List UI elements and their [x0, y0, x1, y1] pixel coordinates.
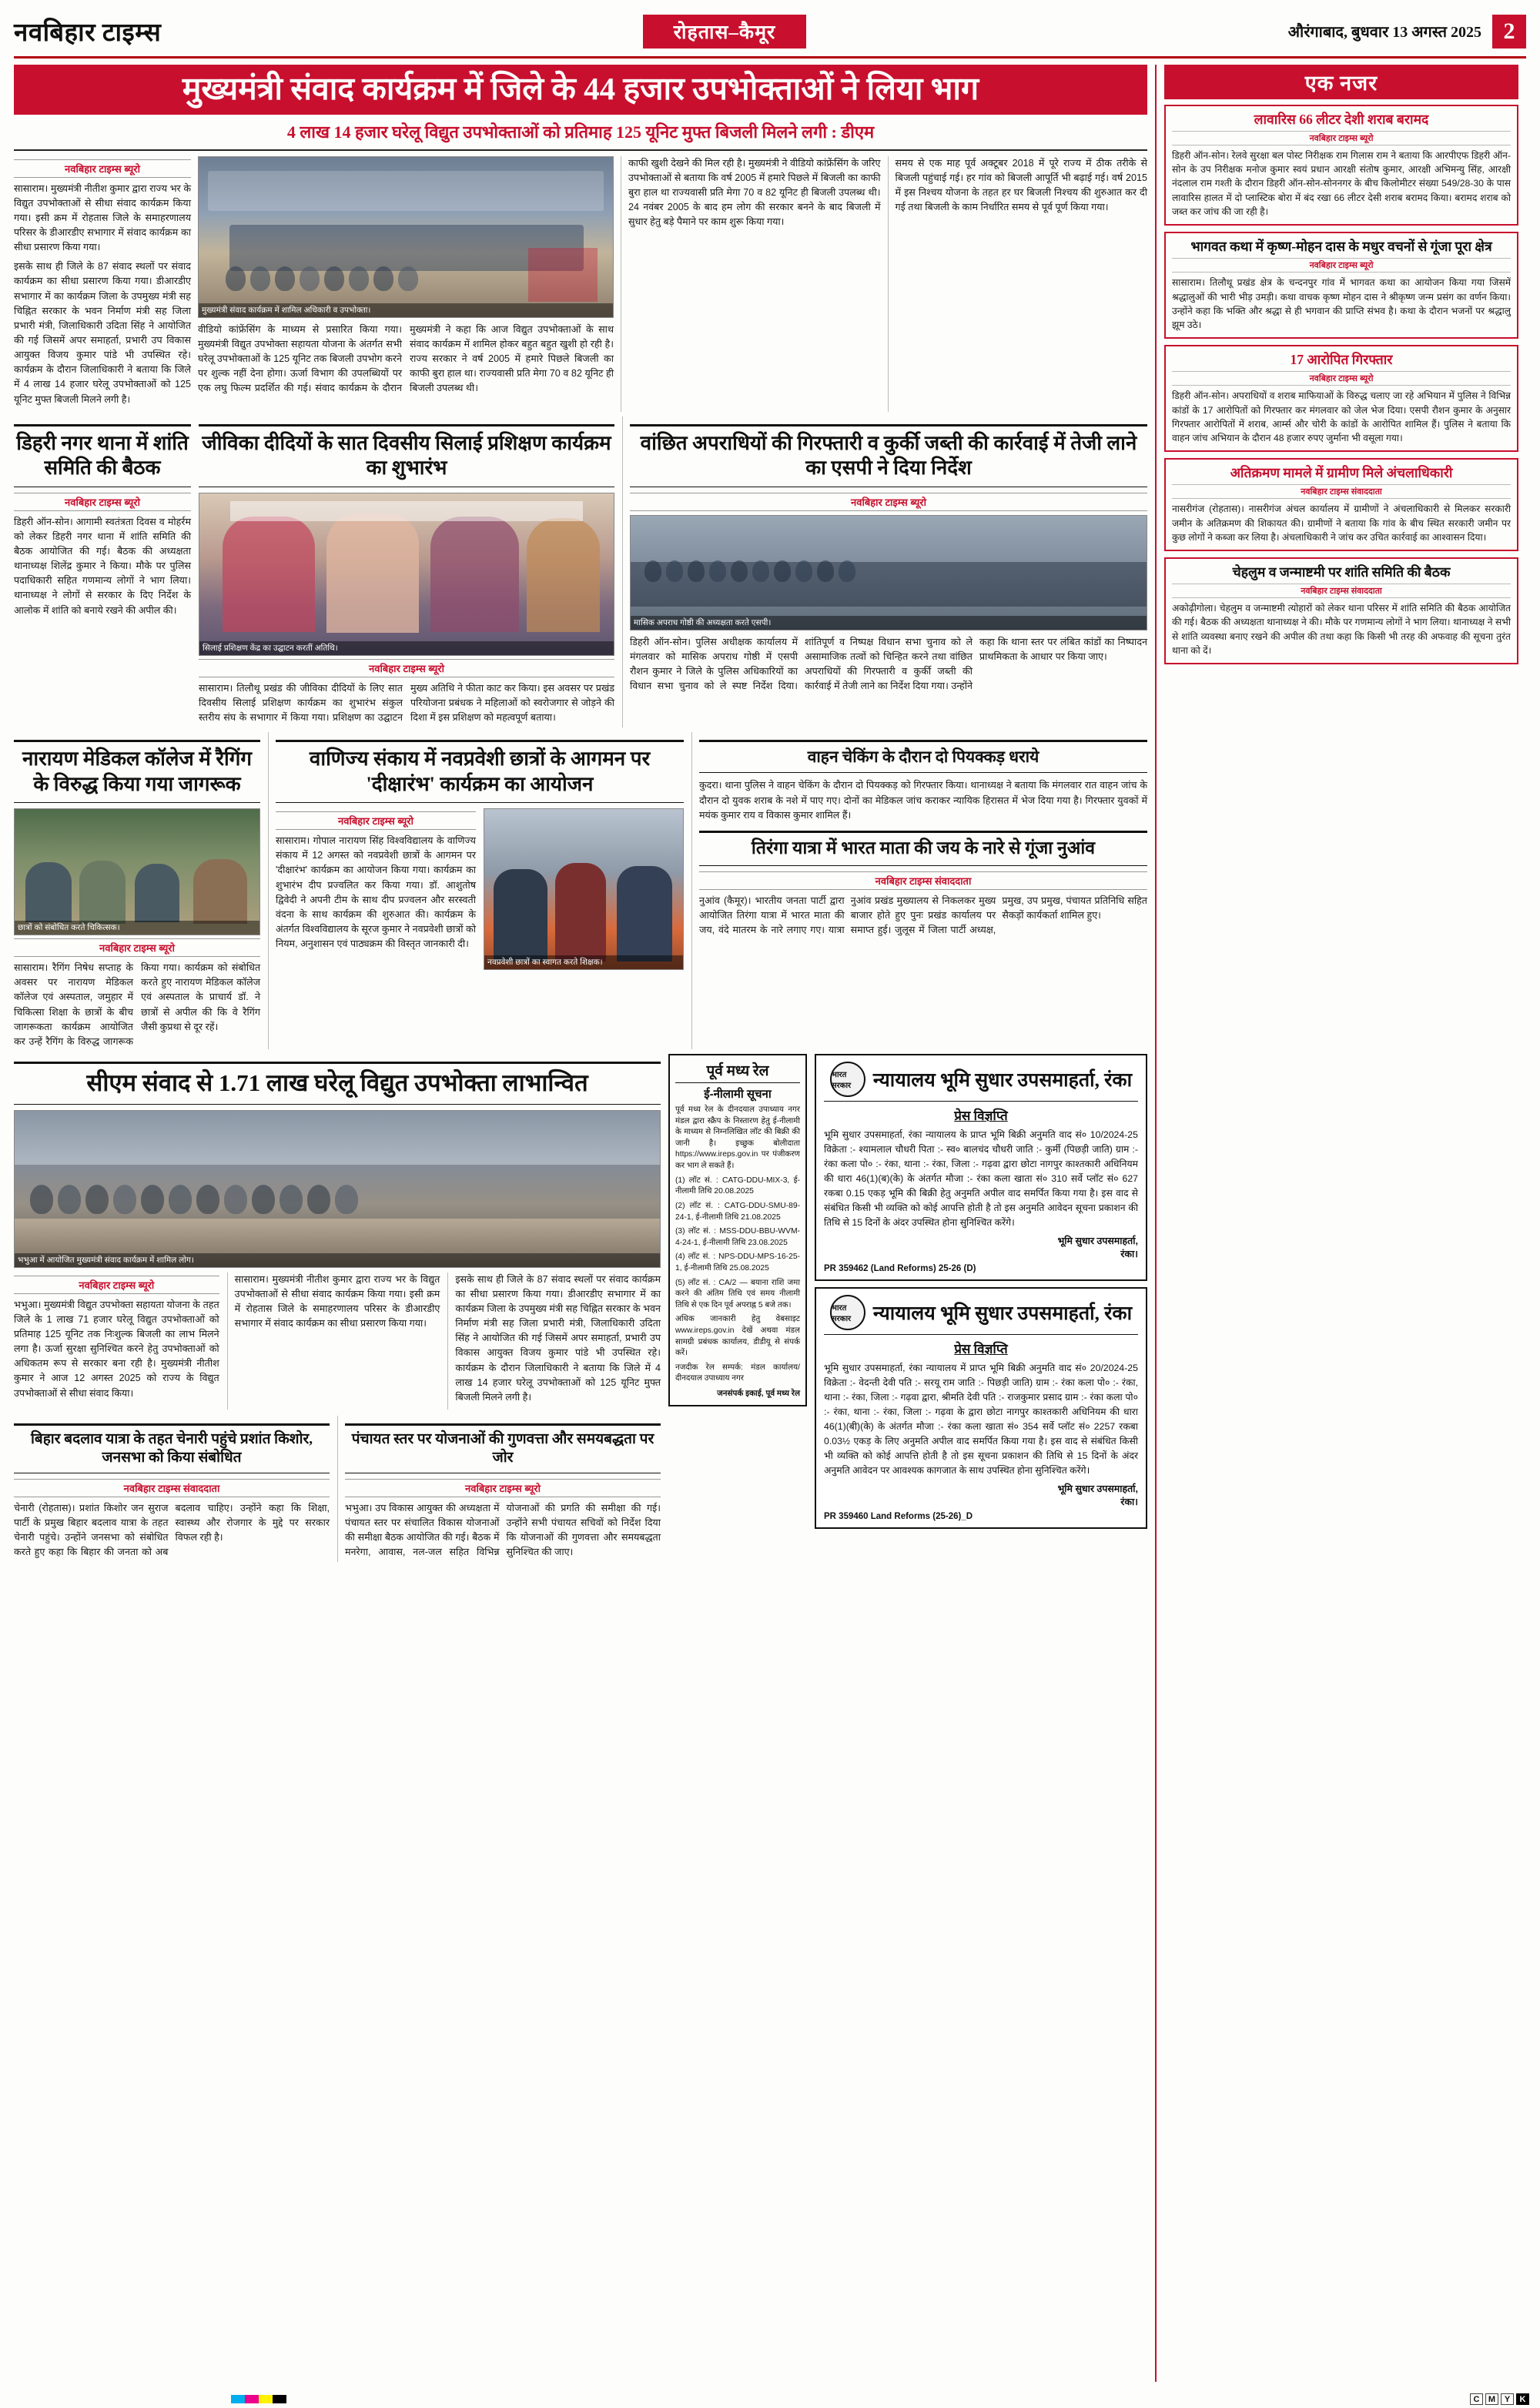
ragging-text: सासाराम। रैगिंग निषेध सप्ताह के अवसर पर नारायण मेडिकल कॉलेज एवं अस्पताल, जमुहार में चिकित्सा शिक्षा के छात्रों के बीच जागरूकता कार्यक्रम आयोजित कर उन्हें रैगिंग के विरुद्ध जागरूक किया गया। कार्यक्रम को संबोधित करते हुए नारायण मेडिकल कॉलेज एवं अस्पताल के प्राचार्य डॉ. ने छात्रों से अपील की कि वे रैगिंग जैसी कुप्रथा से दूर रहें। — [14, 962, 260, 1047]
commerce-photo-caption: नवप्रवेशी छात्रों का स्वागत करते शिक्षक। — [484, 955, 683, 969]
lead-story — [14, 65, 1147, 412]
rail-ad-line-5: (5) लॉट सं. : CA/2 — बयाना राशि जमा करने की अंतिम तिथि एवं समय नीलामी तिथि से एक दिन पूर्व अपराह्न 5 बजे तक। — [675, 1278, 800, 1309]
land-ad-2-body: भूमि सुधार उपसमाहर्ता, रंका न्यायालय में प्राप्त भूमि बिक्री अनुमति वाद सं० 20/2024-25 विक्रेता :- वेदन्ती देवी पति :- सरयू राम जाति :- पिछड़ी जाति) ग्राम :- रंका कला पो० :- रंका, थाना :- रंका, जिला :- गढ़वा द्वारा, श्रीमति देवी पति :- राजकुमार प्रसाद ग्राम :- रंका कला पो० :- रंका, थाना :- रंका, जिला :- गढ़वा के द्वारा छोटा नागपुर काश्तकारी अधिनियम की धारा 46(1)(बी)(के) के अंतर्गत मौजा :- रंका कला खाता सं० 354 सर्वे प्लॉट सं० 2257 रकबा 0.03½ एकड़ के लिए अनुमति अपील वाद समर्पित किया गया है। इस वाद से संबंधित किसी भी व्यक्ति को कोई आपत्ति होती है तो इस सूचना प्रकाशन की तिथि से 15 दिनों के अंदर अनुमति आवेदन पर आवश्यक कागजात के साथ उपस्थित होना सुनिश्चित करेंगे। — [824, 1363, 1138, 1477]
story-sp — [622, 416, 1147, 727]
rail-item-0 — [1164, 105, 1518, 226]
jeevika-text: सासाराम। तिलौथू प्रखंड की जीविका दीदियों के लिए सात दिवसीय सिलाई प्रशिक्षण कार्यक्रम का शुभारंभ संकुल स्तरीय संघ के सभागार में किया गया। प्रशिक्षण का उद्घाटन मुख्य अतिथि ने फीता काट कर किया। इस अवसर पर प्रखंड परियोजना प्रबंधक ने महिलाओं को स्वरोजगार से जोड़ने की दिशा में इस प्रशिक्षण को महत्वपूर्ण बताया। — [199, 682, 614, 724]
story-panchayat — [337, 1416, 661, 1562]
vahan-headline: वाहन चेकिंग के दौरान दो पियक्कड़ धराये — [699, 740, 1147, 773]
lead-byline: नवबिहार टाइम्स ब्यूरो — [14, 159, 191, 178]
paper-name: नवबिहार टाइम्स — [14, 19, 162, 47]
lead-col-4 — [888, 156, 1148, 412]
rail-item-2-head: 17 आरोपित गिरफ्तार — [1290, 352, 1393, 368]
rail-item-4-head: चेहलुम व जन्माष्टमी पर शांति समिति की बैठक — [1232, 564, 1451, 580]
panchayat-byline: नवबिहार टाइम्स ब्यूरो — [345, 1479, 661, 1497]
ragging-headline: नारायण मेडिकल कॉलेज में रैगिंग के विरुद्ध किया गया जागरूक — [14, 740, 260, 803]
dehri-shanti-headline: डिहरी नगर थाना में शांति समिति की बैठक — [14, 424, 191, 487]
rail-ad-line-2: (2) लॉट सं. : CATG-DDU-SMU-89-24-1, ई-नीलामी तिथि 21.08.2025 — [675, 1201, 800, 1222]
lead-subheadline: 4 लाख 14 हजार घरेलू विद्युत उपभोक्ताओं को प्रतिमाह 125 यूनिट मुफ्त बिजली मिलने लगी : डीएम — [14, 115, 1147, 151]
cmyk-marks — [1470, 2393, 1529, 2405]
commerce-photo — [484, 808, 684, 970]
land-ad-2-subtitle: प्रेस विज्ञप्ति — [954, 1342, 1008, 1357]
land-ad-2-title: न्यायालय भूमि सुधार उपसमाहर्ता, रंका — [872, 1303, 1133, 1325]
cm171-photo-caption: भभुआ में आयोजित मुख्यमंत्री संवाद कार्यक्रम में शामिल लोग। — [15, 1253, 660, 1267]
commerce-photo-col — [484, 808, 684, 970]
lead-text-4: समय से एक माह पूर्व अक्टूबर 2018 में पूरे राज्य में ठीक तरीके से बिजली पहुंचाई गई। हर गांव को बिजली आपूर्ति भी बढ़ाई गई। वर्ष 2015 में इस निश्चय योजना के तहत हर घर बिजली निश्चय की शुरुआत कर दी गई तथा बिजली के काम निर्धारित समय से पूर्व पूर्ण किया गया। — [895, 157, 1147, 213]
chenari-headline: बिहार बदलाव यात्रा के तहत चेनारी पहुंचे प्रशांत किशोर, जनसभा को किया संबोधित — [14, 1423, 330, 1473]
cm171-text-2: सासाराम। मुख्यमंत्री नीतीश कुमार द्वारा राज्य भर के विद्युत उपभोक्ताओं से सीधा संवाद कार्यक्रम किया गया। इसी क्रम में रोहतास जिले के समाहरणालय परिसर के डीआरडीए सभागार में संवाद कार्यक्रम का सीधा प्रसारण किया गया। — [234, 1273, 440, 1329]
emblem-icon: भारत सरकार — [830, 1062, 865, 1097]
rail-item-2-byline: नवबिहार टाइम्स ब्यूरो — [1172, 371, 1511, 386]
jeevika-headline: जीविका दीदियों के सात दिवसीय सिलाई प्रशिक्षण कार्यक्रम का शुभारंभ — [199, 424, 614, 487]
edition-label: रोहतास–कैमूर — [643, 15, 806, 48]
lead-text-2: वीडियो कांफ्रेंसिंग के माध्यम से प्रसारित किया गया। मुख्यमंत्री विद्युत उपभोक्ता सहायता योजना के अंतर्गत सभी घरेलू उपभोक्ताओं के 125 यूनिट तक बिजली उपभोग करने पर शुल्क नहीं देना होगा। ऊर्जा विभाग की उपलब्धियों पर एक लघु फिल्म प्रदर्शित की गई। संवाद कार्यक्रम के दौरान मुख्यमंत्री ने कहा कि आज विद्युत उपभोक्ताओं के साथ संवाद कार्यक्रम में शामिल होकर बहुत बहुत खुशी हो रही है। राज्य सरकार ने वर्ष 2005 में हमारे पिछले बिजली का काफी बुरा हाल था। राज्यवासी प्रति मेगा 70 व 82 यूनिट ही बिजली उपलब्ध थी। — [198, 323, 614, 394]
rail-ad-line-7: नजदीक रेल सम्पर्क: मंडल कार्यालय/दीनदयाल उपाध्याय नगर — [675, 1363, 800, 1383]
cm171-col2 — [227, 1273, 440, 1410]
rail-item-0-text: डिहरी ऑन-सोन। रेलवे सुरक्षा बल पोस्ट निरीक्षक राम गिलास राम ने बताया कि आरपीएफ डिहरी ऑन-सोन के उप निरीक्षक मनोज कुमार स्वयं प्रधान आरक्षी संतोष कुमार, आरक्षी अभिमन्यु सिंह, आरक्षी नंदलाल राम गश्ती के दौरान डिहरी ऑन-सोन-सोननगर के बीच किलोमीटर संख्या 549/28-30 के पास लावारिस हालत में दो प्लास्टिक बोरा में बंद रखा 66 लीटर देसी शराब बरामद किया। बरामद शराब को जब्त कर जांच की जा रही है। — [1172, 149, 1511, 218]
rail-title: एक नजर — [1164, 65, 1518, 99]
rail-item-1 — [1164, 232, 1518, 339]
cm171-photo — [14, 1110, 661, 1268]
ek-nazar-rail — [1155, 65, 1518, 2382]
story-ragging — [14, 732, 260, 1049]
page-number: 2 — [1492, 15, 1526, 48]
rail-item-1-byline: नवबिहार टाइम्स ब्यूरो — [1172, 258, 1511, 273]
land-ad-1-sign: भूमि सुधार उपसमाहर्ता, रंका। — [1057, 1236, 1138, 1260]
rail-ad-subtitle: ई-नीलामी सूचना — [704, 1088, 772, 1102]
rail-ad-line-4: (4) लॉट सं. : NPS-DDU-MPS-16-25-1, ई-नीलामी तिथि 25.08.2025 — [675, 1252, 800, 1273]
lead-photo — [198, 156, 614, 318]
commerce-text: सासाराम। गोपाल नारायण सिंह विश्वविद्यालय के वाणिज्य संकाय में 12 अगस्त को नवप्रवेशी छात्रों के आगमन पर 'दीक्षारंभ' कार्यक्रम का आयोजन किया गया। कार्यक्रम का शुभारंभ दीप प्रज्वलित कर किया गया। डॉ. आशुतोष द्विवेदी ने अपनी टीम के साथ दीप प्रज्वलन और सरस्वती वंदना के साथ कार्यक्रम की शुरुआत की। कार्यक्रम के अंतर्गत विश्वविद्यालय के सूरज कुमार ने नवप्रवेशी छात्रों को नियम, अनुशासन एवं पाठ्यक्रम की विस्तृत जानकारी दी। — [276, 835, 476, 950]
panchayat-text: भभुआ। उप विकास आयुक्त की अध्यक्षता में पंचायत स्तर पर संचालित विकास योजनाओं की समीक्षा बैठक आयोजित की गई। बैठक में मनरेगा, आवास, नल-जल सहित विभिन्न योजनाओं की प्रगति की समीक्षा की गई। उन्होंने सभी पंचायत सचिवों को निर्देश दिया कि योजनाओं की गुणवत्ता और समयबद्धता सुनिश्चित की जाए। — [345, 1502, 661, 1557]
jeevika-photo-caption: सिलाई प्रशिक्षण केंद्र का उद्घाटन करतीं अतिथि। — [199, 641, 614, 655]
lead-text-3: काफी खुशी देखने की मिल रही है। मुख्यमंत्री ने वीडियो कांफ्रेंसिंग के जरिए उपभोक्ताओं से बताया कि वर्ष 2005 में हमारे पिछले में बिजली का काफी बुरा हाल था राज्यवासी प्रति मेगा 70 व 82 यूनिट ही बिजली उपलब्ध थी। 24 नवंबर 2005 के बाद हम लोग की सरकार बनने के बाद बिजली में सुधार हेतु बड़े पैमाने पर काम शुरू किया गया। — [628, 157, 881, 228]
rail-item-3 — [1164, 458, 1518, 551]
story-jeevika — [199, 416, 614, 727]
masthead-right — [1288, 15, 1526, 48]
story-chenari — [14, 1416, 330, 1562]
cm171-byline: नवबिहार टाइम्स ब्यूरो — [14, 1276, 219, 1294]
vahan-text: कुदरा। थाना पुलिस ने वाहन चेकिंग के दौरान दो पियक्कड़ को गिरफ्तार किया। थानाध्यक्ष ने बताया कि मंगलवार रात वाहन जांच के दौरान दो युवक शराब के नशे में पाए गए। दोनों का मेडिकल जांच कराकर न्यायिक हिरासत में भेज दिया गया है। गिरफ्तार युवकों में मयंक कुमार राय व विकास कुमार शामिल हैं। — [699, 780, 1147, 821]
rail-item-0-byline: नवबिहार टाइम्स ब्यूरो — [1172, 131, 1511, 145]
land-ad-2 — [815, 1287, 1147, 1529]
land-ad-1-ref: PR 359462 (Land Reforms) 25-26 (D) — [824, 1264, 976, 1274]
row3-right — [691, 732, 1147, 1049]
rail-item-3-head: अतिक्रमण मामले में ग्रामीण मिले अंचलाधिकारी — [1230, 465, 1453, 481]
rail-item-3-text: नासरीगंज (रोहतास)। नासरीगंज अंचल कार्यालय में ग्रामीणों ने अंचलाधिकारी से मिलकर सरकारी जमीन के अतिक्रमण की शिकायत की। ग्रामीणों ने बताया कि गांव के बीच स्थित सरकारी जमीन पर कुछ लोगों ने कब्जा कर लिया है। अंचलाधिकारी ने जांच कर उचित कार्रवाई का आश्वासन दिया। — [1172, 503, 1511, 543]
row-2 — [14, 416, 1147, 727]
land-ad-2-ref: PR 359460 Land Reforms (25-26)_D — [824, 1512, 973, 1522]
cmyk-c: C — [1470, 2393, 1483, 2405]
sp-photo — [630, 515, 1147, 630]
flag-headline: तिरंगा यात्रा में भारत माता की जय के नारे से गूंजा नुआंव — [699, 831, 1147, 866]
flag-text: नुआंव (कैमूर)। भारतीय जनता पार्टी द्वारा आयोजित तिरंगा यात्रा में भारत माता की जय, वंदे मातरम के नारे लगाए गए। यात्रा नुआंव प्रखंड मुख्यालय से निकलकर मुख्य बाजार होते हुए पुनः प्रखंड कार्यालय पर समाप्त हुई। जुलूस में जिला पार्टी अध्यक्ष, प्रमुख, उप प्रमुख, पंचायत प्रतिनिधि सहित सैकड़ों कार्यकर्ता शामिल हुए। — [699, 895, 1147, 935]
jeevika-byline: नवबिहार टाइम्स ब्यूरो — [199, 659, 614, 677]
registration-colorbar — [231, 2395, 286, 2403]
rail-eauction-ad — [668, 1054, 807, 1562]
rail-item-2-text: डिहरी ऑन-सोन। अपराधियों व शराब माफियाओं के विरुद्ध चलाए जा रहे अभियान में पुलिस ने विभिन्न कांडों के 17 आरोपितों को गिरफ्तार कर मंगलवार को जेल भेज दिया। एसपी रौशन कुमार के अनुसार गिरफ्तार आरोपितों में शराब, आर्म्स और चोरी के कांडों के आरोपित शामिल हैं। पुलिस ने बताया कि वाहन जांच अभियान के दौरान 48 हजार रुपए जुर्माना भी वसूला गया। — [1172, 390, 1511, 444]
main-content — [14, 65, 1147, 2382]
lead-col-1 — [14, 156, 191, 412]
rail-ad-line-1: (1) लॉट सं. : CATG-DDU-MIX-3, ई-नीलामी तिथि 20.08.2025 — [675, 1176, 800, 1196]
dehri-shanti-text: डिहरी ऑन-सोन। आगामी स्वतंत्रता दिवस व मोहर्रम को लेकर डिहरी नगर थाना में शांति समिति की बैठक आयोजित की गई। बैठक की अध्यक्षता थानाध्यक्ष शिलेंद्र कुमार ने किया। मौके पर पुलिस पदाधिकारी सहित गणमान्य लोगों ने भाग लिया। थानाध्यक्ष ने लोगों से सरकार के दिए निर्देश के आलोक में शांति को बनाये रखने की अपील की। — [14, 516, 191, 616]
panchayat-headline: पंचायत स्तर पर योजनाओं की गुणवत्ता और समयबद्धता पर जोर — [345, 1423, 661, 1473]
lead-col-3 — [621, 156, 881, 412]
cm171-text-3: इसके साथ ही जिले के 87 संवाद स्थलों पर संवाद कार्यक्रम का सीधा प्रसारण किया गया। डीआरडीए सभागार में का कार्यक्रम जिला के उपमुख्य मंत्री सह चिह्नित सरकार के भवन निर्माण मंत्री सह जिला प्रभारी मंत्री, जिलाधिकारी उदिता सिंह ने आयोजित की गई जिसमें अपर समाहर्ता, प्रभारी उप विकास आयुक्त विजय कुमार पांडे भी उपस्थित रहे। कार्यक्रम के दौरान जिलाधिकारी ने बताया कि जिले में 4 लाख 14 हजार घरेलू उपभोक्ताओं को 125 यूनिट मुफ्त बिजली मिलने लगी है। — [455, 1273, 661, 1403]
cm171-headline: सीएम संवाद से 1.71 लाख घरेलू विद्युत उपभोक्ता लाभान्वित — [14, 1062, 661, 1105]
cm171-col3 — [447, 1273, 661, 1410]
commerce-byline: नवबिहार टाइम्स ब्यूरो — [276, 811, 476, 830]
rail-ad-footer: जनसंपर्क इकाई, पूर्व मध्य रेल — [717, 1390, 800, 1399]
lead-photo-caption: मुख्यमंत्री संवाद कार्यक्रम में शामिल अधिकारी व उपभोक्ता। — [199, 303, 613, 317]
ragging-photo-caption: छात्रों को संबोधित करते चिकित्सक। — [15, 921, 259, 935]
sp-photo-caption: मासिक अपराध गोष्ठी की अध्यक्षता करते एसपी। — [631, 616, 1147, 630]
rail-item-2 — [1164, 345, 1518, 452]
jeevika-photo — [199, 493, 614, 656]
story-commerce — [268, 732, 684, 1049]
cm171-text: भभुआ। मुख्यमंत्री विद्युत उपभोक्ता सहायता योजना के तहत जिले के 1 लाख 71 हजार घरेलू विद्युत उपभोक्ताओं को प्रतिमाह 125 यूनिट तक निःशुल्क बिजली का लाभ मिलने लगा है। ऊर्जा सुरक्षा सुनिश्चित करने हेतु उपभोक्ताओं को अधिकतम रूप से सरकार बना रही है। मुख्यमंत्री नीतीश कुमार ने आज 12 अगस्त 2025 को राज्य के विद्युत उपभोक्ताओं से सीधा संवाद किया। — [14, 1299, 219, 1399]
land-ad-1-title: न्यायालय भूमि सुधार उपसमाहर्ता, रंका — [872, 1070, 1133, 1092]
flag-byline: नवबिहार टाइम्स संवाददाता — [699, 871, 1147, 890]
lead-text-1: सासाराम। मुख्यमंत्री नीतीश कुमार द्वारा राज्य भर के विद्युत उपभोक्ताओं से सीधा संवाद कार्यक्रम किया गया। इसी क्रम में रोहतास जिले के समाहरणालय परिसर के डीआरडीए सभागार में संवाद कार्यक्रम का सीधा प्रसारण किया गया। इसके साथ ही जिले के 87 संवाद स्थलों पर संवाद कार्यक्रम का सीधा प्रसारण किया गया। डीआरडीए सभागार में का कार्यक्रम जिला के उपमुख्य मंत्री सह चिह्नित सरकार के भवन निर्माण मंत्री सह जिला प्रभारी मंत्री, जिलाधिकारी उदिता सिंह ने आयोजित की गई जिसमें अपर समाहर्ता, प्रभारी उप विकास आयुक्त विजय कुमार पांडे भी उपस्थित रहे। कार्यक्रम के दौरान जिलाधिकारी ने बताया कि जिले में 4 लाख 14 हजार घरेलू उपभोक्ताओं को 125 यूनिट मुफ्त बिजली मिलने लगी है। — [14, 182, 191, 405]
row-4 — [14, 1054, 1147, 1562]
chenari-byline: नवबिहार टाइम्स संवाददाता — [14, 1479, 330, 1497]
rail-item-1-text: सासाराम। तिलौथू प्रखंड क्षेत्र के चन्दनपुर गांव में भागवत कथा का आयोजन किया गया जिसमें श्रद्धालुओं की भारी भीड़ उमड़ी। कथा वाचक कृष्ण मोहन दास ने श्रीकृष्ण जन्म प्रसंग का वर्णन किया। उन्होंने कहा कि भक्ति और श्रद्धा से ही भगवान की प्राप्ति संभव है। कथा के दौरान भजनों पर श्रद्धालु झूम उठे। — [1172, 277, 1511, 331]
chenari-text: चेनारी (रोहतास)। प्रशांत किशोर जन सुराज पार्टी के प्रमुख बिहार बदलाव यात्रा के तहत चेनारी पहुंचे। उन्होंने जनसभा को संबोधित करते हुए कहा कि बिहार की जनता को अब बदलाव चाहिए। उन्होंने कहा कि शिक्षा, स्वास्थ्य और रोजगार के मुद्दे पर सरकार विफल रही है। — [14, 1502, 330, 1557]
sp-headline: वांछित अपराधियों की गिरफ्तारी व कुर्की जब्ती की कार्रवाई में तेजी लाने का एसपी ने दिया निर्देश — [630, 424, 1147, 487]
commerce-text-col — [276, 808, 476, 970]
dehri-shanti-byline: नवबिहार टाइम्स ब्यूरो — [14, 493, 191, 511]
cmyk-m: M — [1485, 2393, 1498, 2405]
rail-item-1-head: भागवत कथा में कृष्ण-मोहन दास के मधुर वचनों से गूंजा पूरा क्षेत्र — [1190, 239, 1492, 255]
masthead — [14, 11, 1526, 59]
rail-ad-line-3: (3) लॉट सं. : MSS-DDU-BBU-WVM-4-24-1, ई-नीलामी तिथि 23.08.2025 — [675, 1227, 800, 1247]
rail-item-4-byline: नवबिहार टाइम्स संवाददाता — [1172, 584, 1511, 598]
rail-item-4-text: अकोढ़ीगोला। चेहलुम व जन्माष्टमी त्योहारों को लेकर थाना परिसर में शांति समिति की बैठक आयोजित की गई। बैठक की अध्यक्षता थानाध्यक्ष ने की। मौके पर गणमान्य लोगों ने भाग लिया। थानाध्यक्ष ने सभी से शांति व्यवस्था बनाए रखने की अपील की तथा कहा कि किसी भी तरह की अफवाह की सूचना तुरंत थाना को दें। — [1172, 603, 1511, 657]
land-ad-2-sign: भूमि सुधार उपसमाहर्ता, रंका। — [1057, 1483, 1138, 1508]
emblem-icon: भारत सरकार — [830, 1295, 865, 1330]
story-cm171 — [14, 1054, 661, 1562]
land-ad-1 — [815, 1054, 1147, 1281]
lead-headline: मुख्यमंत्री संवाद कार्यक्रम में जिले के 44 हजार उपभोक्ताओं ने लिया भाग — [14, 65, 1147, 115]
land-ad-1-body: भूमि सुधार उपसमाहर्ता, रंका न्यायालय के प्राप्त भूमि बिक्री अनुमति वाद सं० 10/2024-25 विक्रेता :- श्यामलाल चौधरी पिता :- स्व० बालचंद चौधरी जाति :- कुर्मी (पिछड़ी जाति) ग्राम :- रंका कला पो० :- रंका, थाना :- रंका, जिला :- गढ़वा द्वारा छोटा नागपुर काश्तकारी अधिनियम की धारा 46(1)(ब)(के) के अंतर्गत मौजा :- रंका कला खाता सं० 310 सर्वे प्लॉट सं० 627 रकबा 0.15 एकड़ भूमि की बिक्री हेतु अनुमति अपील वाद समर्पित किया गया है। इस वाद से संबंधित किसी भी व्यक्ति को कोई आपत्ति होती है तो इस अनुमति आवेदन सूचना प्रकाशन की तिथि से 15 दिनों के अंदर उपस्थित होना सुनिश्चित करेंगे। — [824, 1129, 1138, 1229]
page-body — [14, 65, 1526, 2382]
lead-photo-col — [198, 156, 614, 412]
story-dehri-shanti — [14, 416, 191, 727]
commerce-headline: वाणिज्य संकाय में नवप्रवेशी छात्रों के आगमन पर 'दीक्षारंभ' कार्यक्रम का आयोजन — [276, 740, 684, 803]
rail-item-3-byline: नवबिहार टाइम्स संवाददाता — [1172, 484, 1511, 499]
row-3 — [14, 732, 1147, 1049]
land-ads — [815, 1054, 1147, 1562]
rail-ad-line-6: अधिक जानकारी हेतु वेबसाइट www.ireps.gov.in देखें अथवा मंडल सामग्री प्रबंधक कार्यालय, डीडीयू से संपर्क करें। — [675, 1315, 800, 1358]
sp-byline: नवबिहार टाइम्स ब्यूरो — [630, 493, 1147, 511]
cm171-col1 — [14, 1273, 219, 1410]
ragging-photo — [14, 808, 260, 935]
cmyk-y: Y — [1501, 2393, 1514, 2405]
ragging-byline: नवबिहार टाइम्स ब्यूरो — [14, 938, 260, 957]
rail-item-0-head: लावारिस 66 लीटर देशी शराब बरामद — [1254, 112, 1429, 127]
land-ad-1-subtitle: प्रेस विज्ञप्ति — [954, 1109, 1008, 1124]
rail-ad-title: पूर्व मध्य रेल — [675, 1060, 800, 1083]
rail-item-4 — [1164, 557, 1518, 664]
cmyk-k: K — [1516, 2393, 1529, 2405]
sp-text: डिहरी ऑन-सोन। पुलिस अधीक्षक कार्यालय में मंगलवार को मासिक अपराध गोष्ठी में एसपी रौशन कुमार ने जिले के पुलिस अधिकारियों का विधान सभा चुनाव को ले स्पष्ट निर्देश दिया। शांतिपूर्ण व निष्पक्ष विधान सभा चुनाव को ले असामाजिक तत्वों को चिन्हित करने तथा वांछित अपराधियों की गिरफ्तारी व कुर्की जब्ती की कार्रवाई में तेजी लाने का निर्देश दिया गया। उन्होंने कहा कि थाना स्तर पर लंबित कांडों का निष्पादन प्राथमिकता के आधार पर किया जाए। — [630, 636, 1147, 692]
dateline: औरंगाबाद, बुधवार 13 अगस्त 2025 — [1287, 24, 1481, 41]
rail-ad-line-0: पूर्व मध्य रेल के दीनदयाल उपाध्याय नगर मंडल द्वारा स्क्रैप के निस्तारण हेतु ई-नीलामी के माध्यम से निम्नलिखित लॉट की बिक्री की जानी है। इच्छुक बोलीदाता https://www.ireps.gov.in पर पंजीकरण कर भाग ले सकते हैं। — [675, 1105, 800, 1171]
